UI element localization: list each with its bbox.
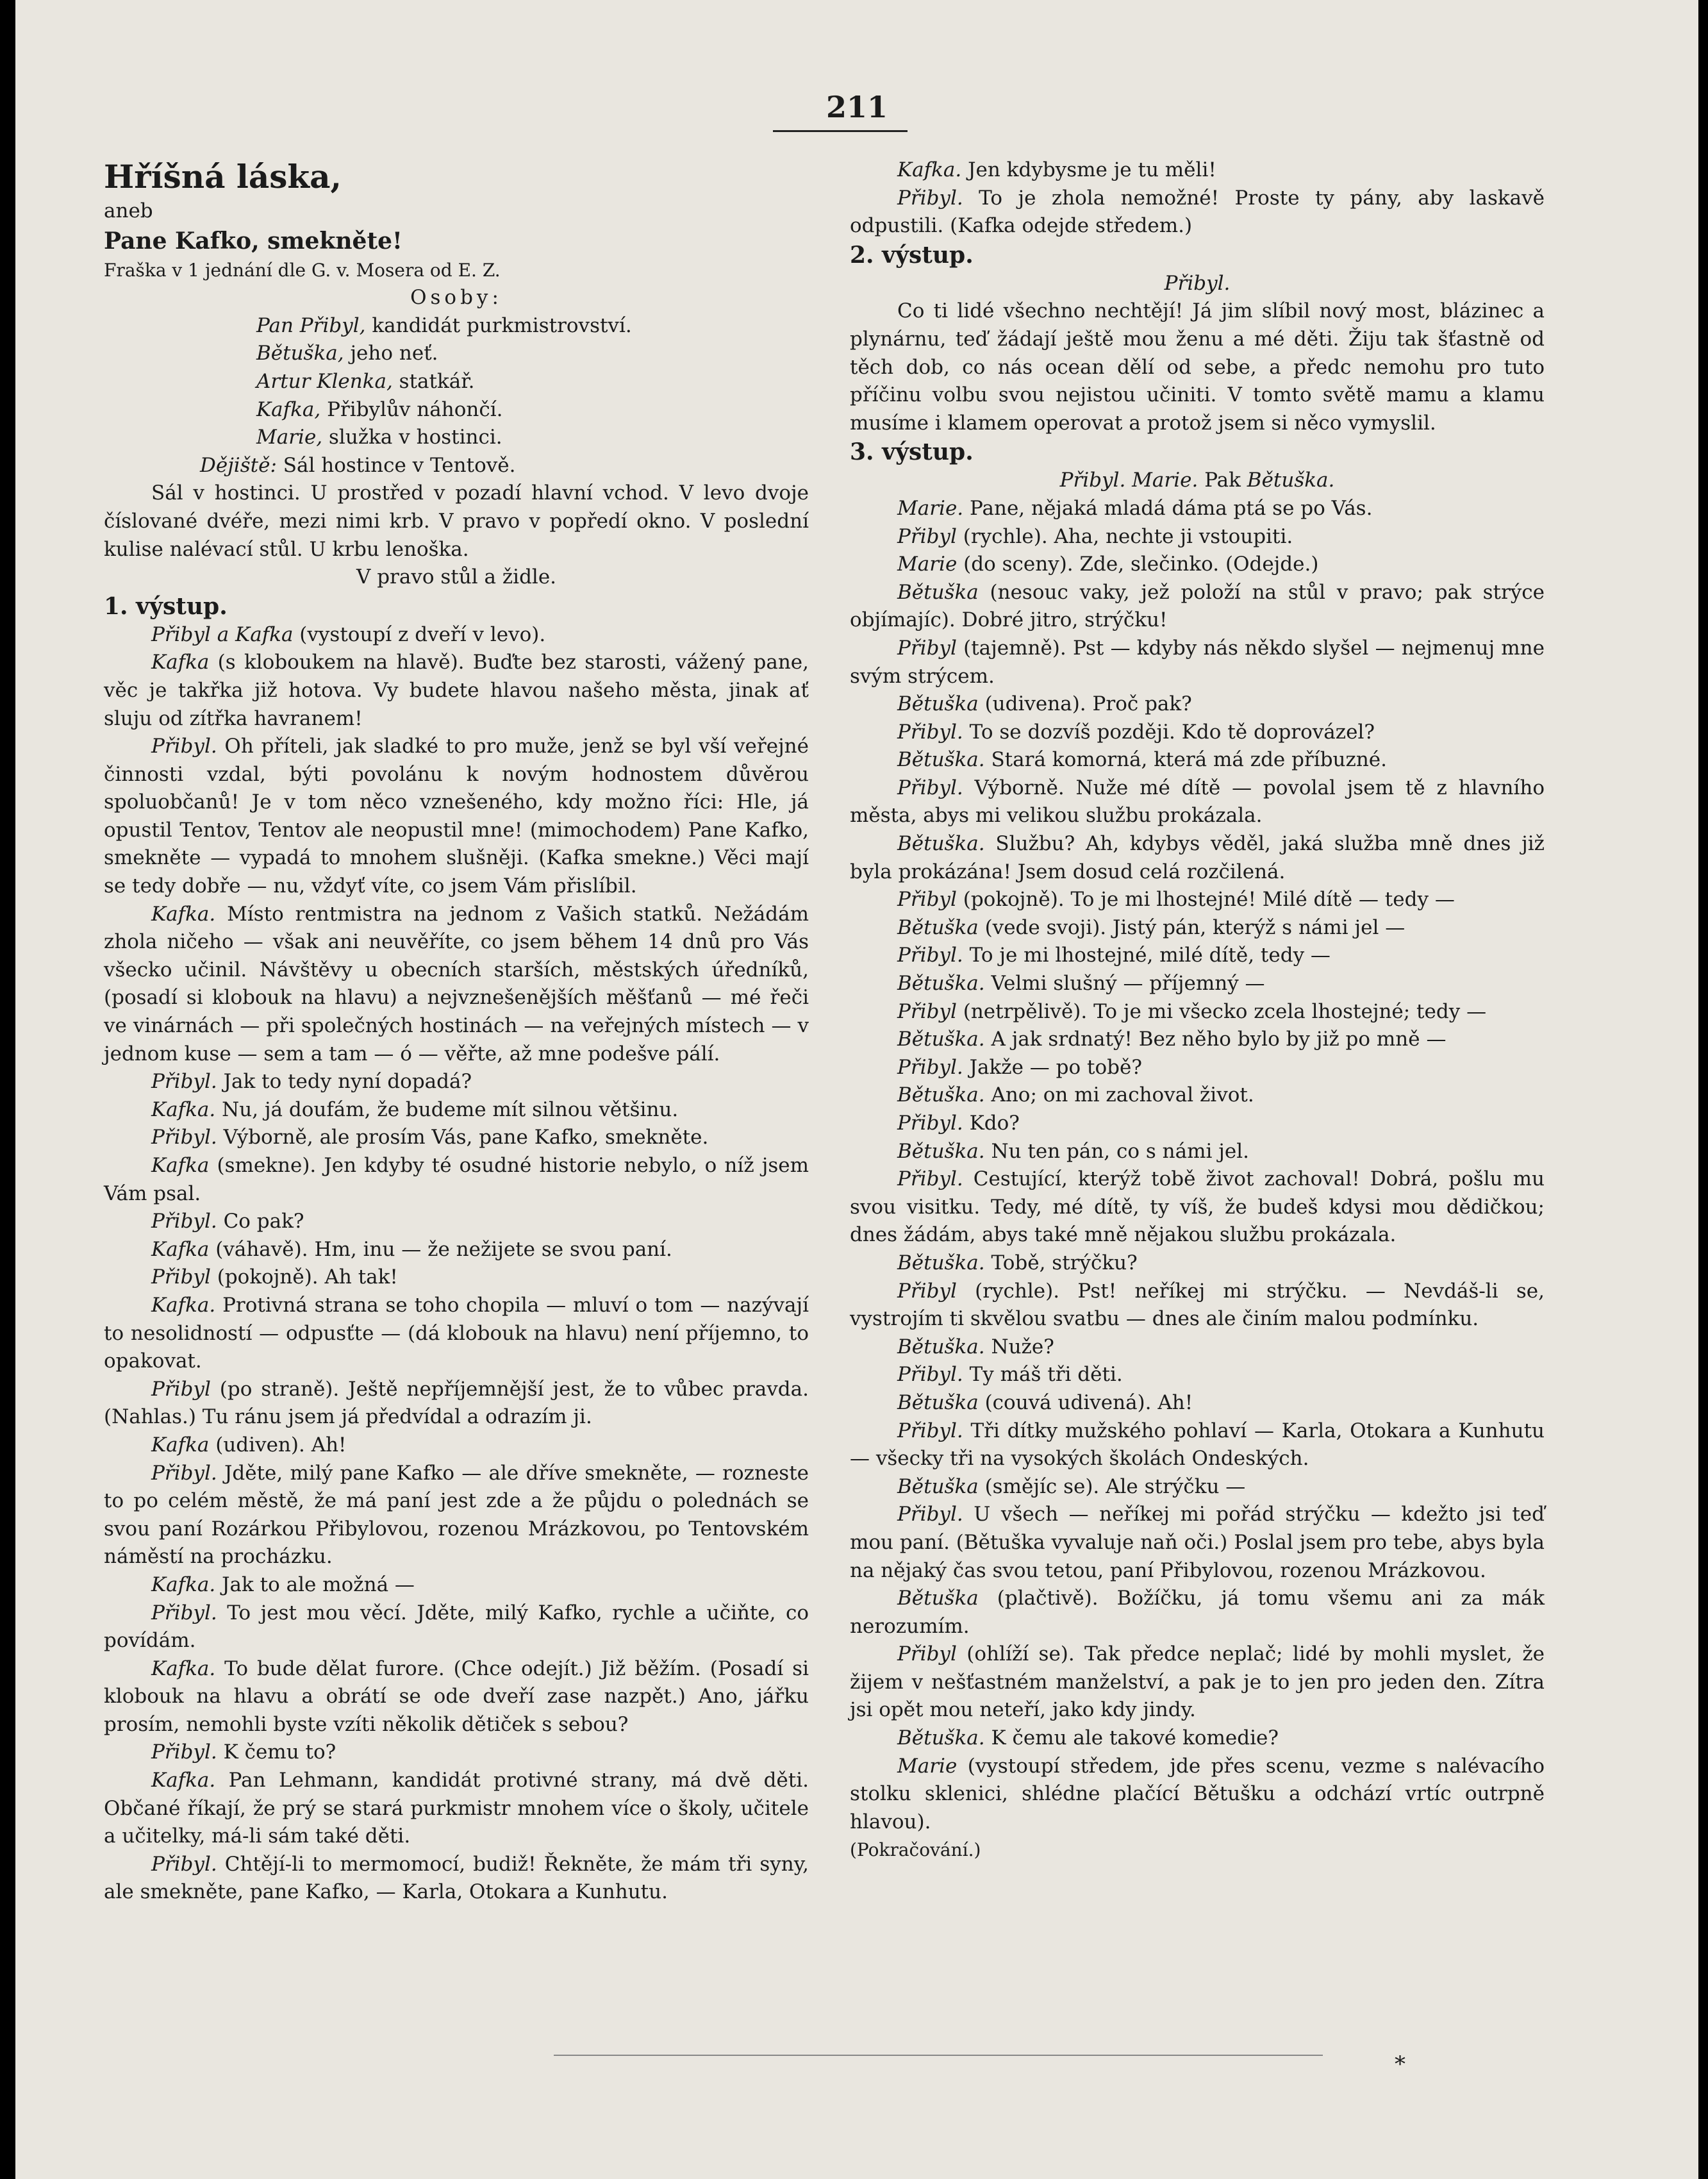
dialogue-line — [850, 998, 1545, 1026]
speaker-name: Přibyl — [897, 1642, 957, 1666]
dialogue-line — [104, 1264, 809, 1292]
dialogue-line — [850, 1501, 1545, 1585]
speech-text: Jakže — po tobě? — [963, 1055, 1142, 1079]
cast-item — [104, 340, 809, 368]
speech-text: (s kloboukem na hlavě). Buďte bez starosti, vážený pane, věc je takřka již hotova. Vy budete hlavou našeho města, jinak ať sluju od zítřka havranem! — [104, 651, 809, 730]
speech-text: (po straně). Ještě nepříjemnější jest, že to vůbec pravda. (Nahlas.) Tu ránu jsem já předvídal a odrazím ji. — [104, 1377, 809, 1429]
speaker-name: Přibyl — [151, 1377, 211, 1401]
dialogue-line — [850, 1417, 1545, 1473]
cast-item — [104, 396, 809, 424]
speaker-name: Přibyl. — [897, 720, 963, 744]
setting — [104, 452, 809, 480]
speaker-name: Přibyl. — [897, 1055, 963, 1079]
speaker-name: Bětuška. — [897, 1726, 985, 1750]
cast-list — [104, 312, 809, 452]
right-column — [850, 156, 1545, 1864]
speaker-name: Bětuška. — [897, 1335, 985, 1358]
speech-text: (rychle). Pst! neříkej mi strýčku. — Nevdáš-li se, vystrojím ti skvělou svatbu — dnes ale činím malou podmínku. — [850, 1279, 1545, 1331]
speech-text: (udivena). Proč pak? — [978, 692, 1192, 716]
speech-text: (vede svoji). Jistý pán, kterýž s námi jel — — [978, 915, 1405, 939]
speaker-name: Bětuška — [897, 580, 979, 604]
speech-text: (váhavě). Hm, inu — že nežijete se svou paní. — [209, 1237, 672, 1261]
page-number-rule — [773, 130, 908, 132]
speech-text: Výborně. Nuže mé dítě — povolal jsem tě z hlavního města, abys mi velikou službu prokázala. — [850, 776, 1545, 828]
scene-2-cue — [850, 270, 1545, 298]
speech-text: U všech — neříkej mi pořád strýčku — kdežto jsi teď mou paní. (Bětuška vyvaluje naň oči.) Poslal jsem pro tebe, abys byla na nějaký čas svou tetou, paní Přibylovou, rozenou Mrázkovou. — [850, 1503, 1545, 1582]
play-title: Hříšná láska, — [104, 158, 342, 196]
dialogue-line — [104, 1096, 809, 1124]
speech-text: (do sceny). Zde, slečinko. (Odejde.) — [957, 553, 1319, 576]
speaker-name: Přibyl. — [897, 186, 963, 210]
speech-text: Co pak? — [217, 1210, 304, 1233]
speaker-name: Přibyl. — [897, 944, 963, 967]
speech-text: Jděte, milý pane Kafko — ale dříve smekněte, — rozneste to po celém městě, že má paní jest zde a že půjdu o polednách se svou paní Rozárkou Přibylovou, rozenou Mrázkovou, po Tentovském náměstí na procházku. — [104, 1461, 809, 1569]
play-subtitle: Pane Kafko, smekněte! — [104, 227, 402, 255]
speech-text: (udiven). Ah! — [209, 1433, 347, 1457]
dialogue-line — [104, 1571, 809, 1599]
dialogue-line — [850, 1054, 1545, 1082]
cue-names: Přibyl a Kafka — [151, 622, 294, 646]
dialogue-line — [104, 1460, 809, 1571]
speaker-name: Přibyl — [897, 1279, 957, 1303]
dialogue-line — [850, 830, 1545, 886]
dialogue-line — [850, 523, 1545, 551]
dialogue-line — [104, 1739, 809, 1767]
speaker-name: Přibyl. — [897, 1503, 963, 1526]
speech-text: Jak to tedy nyní dopadá? — [217, 1070, 472, 1094]
scene-1-dialogue-continued — [850, 156, 1545, 240]
speaker-name: Bětuška. — [897, 1083, 985, 1107]
dialogue-line — [104, 1767, 809, 1851]
cast-name: Pan Přibyl, — [256, 313, 366, 337]
dialogue-line — [850, 1473, 1545, 1501]
dialogue-line — [104, 1152, 809, 1208]
speech-text: To jest mou věcí. Jděte, milý Kafko, rychle a učiňte, co povídám. — [104, 1601, 809, 1653]
speaker-name: Bětuška — [897, 1390, 979, 1414]
dialogue-line — [850, 635, 1545, 690]
speech-text: Stará komorná, která má zde příbuzné. — [984, 748, 1387, 772]
scene-1-dialogue — [104, 649, 809, 1907]
dialogue-line — [850, 1753, 1545, 1837]
speaker-name: Marie. — [897, 496, 964, 520]
cast-name: Marie, — [256, 426, 323, 449]
dialogue-line — [850, 1138, 1545, 1166]
speaker-name: Marie — [897, 1754, 958, 1778]
continuation-note: (Pokračování.) — [850, 1839, 981, 1861]
speaker-name: Přibyl. — [151, 1601, 217, 1624]
dialogue-line — [850, 579, 1545, 635]
speech-text: (ohlíží se). Tak předce neplač; lidé by mohli myslet, že žijem v nešťastném manželství, a pak je to jen pro jeden den. Zítra jsi opět mou neteří, jako kdy jindy. — [850, 1642, 1545, 1722]
dialogue-line — [850, 1724, 1545, 1753]
scene-2-heading: 2. výstup. — [850, 241, 974, 269]
speaker-name: Přibyl — [897, 636, 957, 660]
dialogue-line — [850, 1641, 1545, 1724]
speaker-name: Bětuška — [897, 1587, 979, 1610]
dialogue-line — [850, 495, 1545, 523]
dialogue-line — [850, 970, 1545, 998]
speech-text: Tobě, strýčku? — [984, 1251, 1138, 1274]
speech-text: Tři dítky mužského pohlaví — Karla, Otokara a Kunhutu — všecky tři na vysokých školách Ondeských. — [850, 1419, 1545, 1471]
speaker-name: Kafka — [151, 1154, 210, 1177]
dialogue-line — [850, 1361, 1545, 1389]
dialogue-line — [850, 886, 1545, 914]
speaker-name: Bětuška — [897, 692, 979, 716]
scene-2-cue-name: Přibyl. — [1164, 271, 1231, 295]
speech-text: (pokojně). To je mi lhostejné! Milé dítě — tedy — — [956, 888, 1455, 912]
newspaper-page — [15, 0, 1698, 2179]
speaker-name: Přibyl — [897, 888, 957, 912]
speaker-name: Přibyl. — [151, 1461, 217, 1485]
dialogue-line — [850, 1389, 1545, 1417]
dialogue-line — [850, 185, 1545, 240]
cast-role: kandidát purkmistrovství. — [365, 313, 632, 337]
speech-text: (rychle). Aha, nechte ji vstoupiti. — [956, 524, 1293, 548]
speech-text: To se dozvíš později. Kdo tě doprovázel? — [963, 720, 1375, 744]
dialogue-line — [104, 1599, 809, 1655]
speech-text: Nuže? — [984, 1335, 1054, 1358]
dialogue-line — [104, 733, 809, 901]
speech-text: (nesouc vaky, jež položí na stůl v pravo; pak strýce objímajíc). Dobré jitro, strýčku! — [850, 580, 1545, 632]
dialogue-line — [850, 156, 1545, 185]
cast-name: Kafka, — [256, 397, 321, 421]
dialogue-line — [104, 1432, 809, 1460]
dialogue-line — [104, 1376, 809, 1432]
byline: Fraška v 1 jednání dle G. v. Mosera od E. Z. — [104, 259, 501, 281]
speech-text: (plačtivě). Božíčku, já tomu všemu ani za mák nerozumím. — [850, 1587, 1545, 1638]
speaker-name: Kafka. — [151, 1573, 216, 1596]
dialogue-line — [104, 1851, 809, 1907]
speaker-name: Přibyl. — [151, 1126, 217, 1149]
speech-text: To je zhola nemožné! Proste ty pány, aby laskavě odpustili. (Kafka odejde středem.) — [850, 186, 1545, 238]
cast-item — [104, 368, 809, 396]
speech-text: To je mi lhostejné, milé dítě, tedy — — [963, 944, 1331, 967]
dialogue-line — [104, 1655, 809, 1739]
dialogue-line — [850, 1278, 1545, 1333]
speaker-name: Přibyl. — [897, 1167, 963, 1191]
speech-text: Pane, nějaká mladá dáma ptá se po Vás. — [963, 496, 1373, 520]
speaker-name: Přibyl. — [151, 1852, 217, 1876]
cast-item — [104, 312, 809, 340]
dialogue-line — [850, 774, 1545, 830]
speaker-name: Bětuška. — [897, 972, 985, 996]
speech-text: Ano; on mi zachoval život. — [984, 1083, 1254, 1107]
dialogue-line — [850, 914, 1545, 942]
scene-3-cue-last: Bětuška. — [1247, 469, 1335, 492]
speaker-name: Kafka — [151, 1433, 210, 1457]
dialogue-line — [104, 1208, 809, 1236]
dialogue-line — [850, 1585, 1545, 1641]
dialogue-line — [104, 1236, 809, 1264]
speech-text: A jak srdnatý! Bez něho bylo by již po mně — — [984, 1028, 1447, 1051]
speaker-name: Kafka — [151, 651, 210, 674]
setting-label: Dějiště: — [200, 453, 277, 477]
speaker-name: Přibyl — [897, 999, 957, 1023]
speaker-name: Bětuška. — [897, 1028, 985, 1051]
speech-text: (smekne). Jen kdyby té osudné historie nebylo, o níž jsem Vám psal. — [104, 1154, 809, 1205]
speech-text: Pan Lehmann, kandidát protivné strany, má dvě děti. Občané říkají, že prý se stará purkmistr mnohem více o školy, učitele a učitelky, má-li sám také děti. — [104, 1769, 809, 1848]
scene-2-monologue: Co ti lidé všechno nechtějí! Já jim slíbil nový most, blázinec a plynárnu, teď žádají ještě mou ženu a mé děti. Žiju tak šťastně od těch dob, co nás ocean dělí od sebe, a předc nemohu pro tuto příčinu volbu svou nejistou učiniti. V tomto světě mamu a klamu musíme i klamem operovat a protož jsem si něco vymyslil. — [850, 299, 1545, 435]
cast-item — [104, 424, 809, 452]
dialogue-line — [850, 1081, 1545, 1110]
scene-3-dialogue — [850, 495, 1545, 1837]
speaker-name: Kafka. — [151, 902, 216, 926]
speaker-name: Přibyl. — [151, 1741, 217, 1764]
cast-role: služka v hostinci. — [322, 426, 502, 449]
dialogue-line — [850, 1333, 1545, 1362]
dialogue-line — [850, 942, 1545, 970]
setting-text: Sál hostince v Tentově. — [276, 453, 516, 477]
page-number: 211 — [825, 90, 888, 124]
speech-text: Cestující, kterýž tobě život zachoval! Dobrá, pošlu mu svou visitku. Tedy, mé dítě, ty víš, že budeš kdysi mou dědičkou; dnes žádám, abys také mně nějakou službu prokázala. — [850, 1167, 1545, 1247]
speech-text: Jen kdybysme je tu měli! — [961, 158, 1216, 181]
dialogue-line — [850, 690, 1545, 719]
dialogue-line — [104, 649, 809, 733]
speaker-name: Bětuška — [897, 915, 979, 939]
dialogue-line — [104, 1124, 809, 1152]
cast-name: Bětuška, — [256, 342, 344, 365]
speech-text: Velmi slušný — příjemný — — [984, 972, 1265, 996]
scene-1-heading: 1. výstup. — [104, 592, 228, 620]
speaker-name: Marie — [897, 553, 958, 576]
left-column — [104, 156, 809, 1907]
speaker-name: Bětuška. — [897, 1139, 985, 1163]
speaker-name: Přibyl. — [151, 1210, 217, 1233]
scene-3-cue-mid: Pak — [1198, 469, 1247, 492]
dialogue-line — [850, 746, 1545, 774]
speech-text: To bude dělat furore. (Chce odejít.) Již běžím. (Posadí si klobouk na hlavu a obrátí se ode dveří zase nazpět.) Ano, jářku prosím, nemohli byste vzíti několik dětiček s sebou? — [104, 1657, 809, 1736]
title-aneb: aneb — [104, 199, 153, 222]
speaker-name: Přibyl. — [897, 1419, 963, 1442]
speaker-name: Přibyl — [897, 524, 957, 548]
speaker-name: Přibyl — [151, 1265, 211, 1289]
speech-text: K čemu to? — [217, 1741, 336, 1764]
speech-text: (vystoupí středem, jde přes scenu, vezme s nalévacího stolku sklenici, shlédne plačící Bětušku a odchází vrtíc outrpně hlavou). — [850, 1754, 1545, 1833]
speech-text: K čemu ale takové komedie? — [984, 1726, 1279, 1750]
dialogue-line — [850, 1110, 1545, 1138]
speaker-name: Bětuška. — [897, 748, 985, 772]
speech-text: Výborně, ale prosím Vás, pane Kafko, smekněte. — [217, 1126, 709, 1149]
speaker-name: Přibyl. — [897, 776, 963, 799]
dialogue-line — [850, 551, 1545, 579]
speaker-name: Přibyl. — [897, 1112, 963, 1135]
speaker-name: Kafka. — [151, 1657, 216, 1680]
dialogue-line — [850, 1249, 1545, 1278]
speech-text: Protivná strana se toho chopila — mluví o tom — nazývají to nesolidností — odpusťte — (dá klobouk na hlavu) není příjemno, to opakovat. — [104, 1293, 809, 1373]
speaker-name: Bětuška — [897, 1474, 979, 1498]
speech-text: Nu ten pán, co s námi jel. — [984, 1139, 1249, 1163]
cast-name: Artur Klenka, — [256, 369, 393, 393]
cue-text: (vystoupí z dveří v levo). — [293, 622, 546, 646]
speech-text: Jak to ale možná — — [215, 1573, 415, 1596]
bottom-rule — [554, 2055, 1323, 2056]
scene-3-heading: 3. výstup. — [850, 438, 974, 466]
cast-role: statkář. — [392, 369, 475, 393]
speech-text: Oh příteli, jak sladké to pro muže, jenž se byl vší veřejné činnosti vzdal, býti povolánu k novým hodnostem důvěrou spoluobčanů! Je v tom něco vznešeného, kdy možno říci: Hle, já opustil Tentov, Tentov ale neopustil mne! (mimochodem) Pane Kafko, smekněte — vypadá to mnohem slušněji. (Kafka smekne.) Věci mají se tedy dobře — nu, vždyť víte, co jsem Vám přislíbil. — [104, 735, 809, 898]
dialogue-line — [850, 1165, 1545, 1249]
speech-text: Ty máš tři děti. — [963, 1363, 1123, 1387]
dialogue-line — [104, 1068, 809, 1096]
dialogue-line — [850, 719, 1545, 747]
speaker-name: Kafka. — [151, 1293, 216, 1317]
speech-text: Místo rentmistra na jednom z Vašich statků. Nežádám zhola ničeho — však ani neuvěříte, co jsem během 14 dnů pro Vás všecko učinil. Návštěvy u obecních starších, městských úředníků, (posadí si klobouk na hlavu) a nejvznešenějších měšťanů — mé řeči ve vinárnách — při společných hostinách — na veřejných místech — v jednom kuse — sem a tam — ó — věřte, až mne podešve pálí. — [104, 902, 809, 1065]
speech-text: (netrpělivě). To je mi všecko zcela lhostejné; tedy — — [956, 999, 1487, 1023]
scene-3-cue — [850, 467, 1545, 495]
speech-text: (tajemně). Pst — kdyby nás někdo slyšel — nejmenuj mne svým strýcem. — [850, 636, 1545, 688]
speaker-name: Kafka. — [151, 1769, 216, 1792]
speech-text: (smějíc se). Ale strýčku — — [978, 1474, 1246, 1498]
speech-text: Nu, já doufám, že budeme mít silnou většinu. — [215, 1098, 679, 1121]
dialogue-line — [850, 1026, 1545, 1054]
speaker-name: Přibyl. — [151, 1070, 217, 1094]
speech-text: (couvá udivená). Ah! — [978, 1390, 1193, 1414]
speaker-name: Kafka. — [151, 1098, 216, 1121]
speech-text: Službu? Ah, kdybys věděl, jaká služba mně dnes již byla prokázána! Jsem dosud celá rozčilená. — [850, 832, 1545, 883]
speech-text: Kdo? — [963, 1112, 1020, 1135]
persons-heading: Osoby: — [410, 286, 502, 310]
cast-role: Přibylův náhončí. — [320, 397, 503, 421]
stage-direction-end: V pravo stůl a židle. — [356, 565, 557, 589]
speaker-name: Bětuška. — [897, 832, 985, 856]
speaker-name: Přibyl. — [151, 735, 217, 758]
speaker-name: Kafka. — [897, 158, 962, 181]
speech-text: (pokojně). Ah tak! — [210, 1265, 398, 1289]
dialogue-line — [104, 1292, 809, 1376]
end-mark: * — [1395, 2051, 1405, 2077]
speaker-name: Přibyl. — [897, 1363, 963, 1387]
speech-text: Chtějí-li to mermomocí, budiž! Řekněte, že mám tři syny, ale smekněte, pane Kafko, — Karla, Otokara a Kunhutu. — [104, 1852, 809, 1904]
stage-direction: Sál v hostinci. U prostřed v pozadí hlavní vchod. V levo dvoje číslované dvéře, mezi nimi krb. V pravo v popředí okno. V poslední kulise nalévací stůl. U krbu lenoška. — [104, 481, 809, 561]
cast-role: jeho neť. — [344, 342, 438, 365]
speaker-name: Bětuška. — [897, 1251, 985, 1274]
scene-1-cue — [104, 621, 809, 649]
speaker-name: Kafka — [151, 1237, 210, 1261]
scene-3-cue-names: Přibyl. Marie. — [1059, 469, 1198, 492]
dialogue-line — [104, 901, 809, 1069]
